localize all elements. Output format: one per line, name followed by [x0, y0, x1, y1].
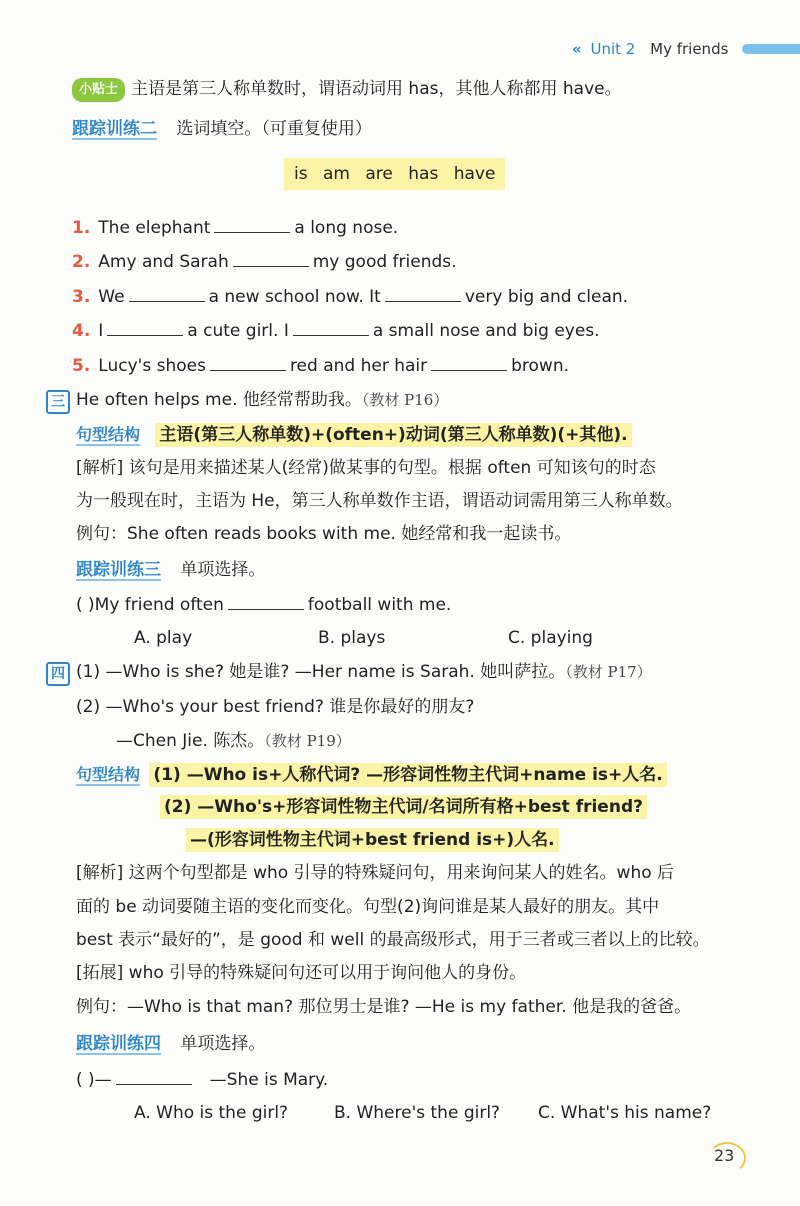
exercise3-option-a[interactable]: A. play	[134, 628, 193, 648]
section4-structure-3	[186, 829, 559, 851]
exercise2-item-4	[72, 319, 600, 342]
page-number-text: 23	[714, 1146, 735, 1165]
exercise2-item-3	[72, 285, 628, 308]
analysis-label: [解析]	[76, 458, 124, 478]
item-number: 5.	[72, 356, 91, 376]
extension-text: who 引导的特殊疑问句还可以用于询问他人的身份。	[128, 963, 527, 983]
exercise4-option-a[interactable]: A. Who is the girl?	[134, 1103, 289, 1123]
section3-heading	[46, 389, 448, 414]
key-sentence: —Chen Jie. 陈杰。	[116, 731, 265, 751]
unit-label: Unit 2	[590, 40, 636, 58]
textbook-source: （教材 P16）	[361, 391, 449, 409]
item-text: a small nose and big eyes.	[372, 321, 600, 341]
structure-formula: (1) —Who is+人称代词? —形容词性物主代词+name is+人名.	[149, 763, 666, 787]
analysis-text: 为一般现在时，主语为 He，第三人称单数作主语，谓语动词需用第三人称单数。	[76, 491, 683, 511]
exercise2-heading	[72, 118, 372, 140]
extension-label: [拓展]	[76, 963, 124, 983]
item-text: The elephant	[98, 218, 211, 238]
answer-blank[interactable]	[385, 285, 461, 302]
item-text: a new school now. It	[208, 287, 381, 307]
section3-analysis-1	[76, 457, 656, 479]
question-text: My friend often	[94, 595, 224, 615]
structure-tag: 句型结构	[76, 765, 141, 784]
answer-blank[interactable]	[233, 250, 309, 267]
section-marker-four: 四	[46, 662, 70, 686]
item-text: my good friends.	[312, 252, 457, 272]
section4-analysis-3	[76, 929, 710, 951]
section3-analysis-2	[76, 490, 683, 512]
exercise3-tag: 跟踪训练三	[76, 560, 161, 580]
exercise4-option-b[interactable]: B. Where's the girl?	[334, 1103, 501, 1123]
exercise3-option-c[interactable]: C. playing	[508, 628, 593, 648]
exercise2-item-2	[72, 250, 457, 273]
item-text: a long nose.	[294, 218, 399, 238]
item-number: 4.	[72, 321, 91, 341]
exercise3-heading	[76, 559, 265, 581]
section-marker-three: 三	[46, 390, 70, 414]
exercise4-tag: 跟踪训练四	[76, 1034, 161, 1054]
section4-extension	[76, 962, 526, 984]
answer-blank[interactable]	[210, 354, 286, 371]
structure-formula: 主语(第三人称单数)+(often+)动词(第三人称单数)(+其他).	[155, 423, 631, 447]
item-text: a cute girl. I	[187, 321, 289, 341]
textbook-source: （教材 P17）	[565, 663, 652, 681]
exercise2-tag: 跟踪训练二	[72, 119, 157, 139]
exercise4-heading	[76, 1033, 265, 1055]
exercise3-instruction: 单项选择。	[180, 560, 266, 580]
question-text: —She is Mary.	[209, 1070, 329, 1090]
header-bar	[742, 44, 800, 54]
section3-structure	[76, 424, 632, 446]
answer-blank[interactable]	[214, 216, 290, 233]
answer-blank[interactable]	[431, 354, 507, 371]
structure-formula: —(形容词性物主代词+best friend is+)人名.	[186, 828, 559, 852]
exercise2-item-5	[72, 354, 569, 377]
question-text: —	[94, 1070, 112, 1090]
exercise2-instruction: 选词填空。（可重复使用）	[176, 119, 372, 139]
exercise2-item-1	[72, 216, 398, 239]
question-text: football with me.	[307, 595, 452, 615]
exercise4-question	[76, 1068, 328, 1091]
unit-title: My friends	[650, 40, 729, 58]
section4-structure-1	[76, 764, 667, 786]
section4-line-1	[46, 661, 652, 686]
item-text: very big and clean.	[464, 287, 629, 307]
textbook-source: （教材 P19）	[264, 732, 351, 750]
key-sentence: He often helps me. 他经常帮助我。	[76, 390, 362, 410]
section4-line-2	[76, 696, 474, 718]
item-text: Lucy's shoes	[98, 356, 206, 376]
section4-line-3	[116, 730, 351, 752]
analysis-text: 该句是用来描述某人(经常)做某事的句型。根据 often 可知该句的时态	[128, 458, 656, 478]
answer-blank[interactable]	[107, 319, 183, 336]
tip-line	[72, 78, 622, 102]
answer-blank[interactable]	[129, 285, 205, 302]
answer-blank[interactable]	[116, 1068, 192, 1085]
section4-analysis-2	[76, 896, 659, 918]
exercise4-option-c[interactable]: C. What's his name?	[538, 1103, 712, 1123]
key-sentence: (1) —Who is she? 她是谁? —Her name is Sarah. 她叫萨拉。	[76, 662, 566, 682]
answer-paren[interactable]: ( )	[76, 595, 95, 615]
item-number: 3.	[72, 287, 91, 307]
item-number: 1.	[72, 218, 91, 238]
analysis-text: best 表示“最好的”，是 good 和 well 的最高级形式，用于三者或三者以上的比较。	[76, 930, 710, 950]
item-number: 2.	[72, 252, 91, 272]
running-header	[572, 40, 728, 58]
analysis-label: [解析]	[76, 863, 124, 883]
answer-blank[interactable]	[228, 593, 304, 610]
exercise4-instruction: 单项选择。	[180, 1034, 266, 1054]
answer-blank[interactable]	[293, 319, 369, 336]
section3-example	[76, 523, 571, 545]
exercise3-option-b[interactable]: B. plays	[318, 628, 386, 648]
analysis-text: 面的 be 动词要随主语的变化而变化。句型(2)询问谁是某人最好的朋友。其中	[76, 897, 660, 917]
structure-tag: 句型结构	[76, 425, 141, 444]
section4-structure-2	[160, 796, 647, 818]
item-text: Amy and Sarah	[98, 252, 229, 272]
answer-paren[interactable]: ( )	[76, 1070, 95, 1090]
key-sentence: (2) —Who's your best friend? 谁是你最好的朋友?	[76, 697, 475, 717]
tip-badge: 小贴士	[72, 78, 125, 102]
section4-analysis-1	[76, 862, 674, 884]
item-text: I	[98, 321, 104, 341]
item-text: We	[98, 287, 125, 307]
page-number-arc-icon	[708, 1142, 746, 1174]
exercise3-question	[76, 593, 451, 616]
example-sentence: 例句：—Who is that man? 那位男士是谁? —He is my father. 他是我的爸爸。	[76, 997, 692, 1017]
double-chevron-icon: «	[572, 40, 582, 58]
word-bank: is am are has have	[284, 158, 505, 190]
item-text: red and her hair	[289, 356, 428, 376]
section4-example	[76, 996, 691, 1018]
analysis-text: 这两个句型都是 who 引导的特殊疑问句，用来询问某人的姓名。who 后	[128, 863, 675, 883]
item-text: brown.	[511, 356, 570, 376]
structure-formula: (2) —Who's+形容词性物主代词/名词所有格+best friend?	[160, 795, 647, 819]
tip-text: 主语是第三人称单数时，谓语动词用 has，其他人称都用 have。	[131, 79, 622, 99]
example-sentence: 例句：She often reads books with me. 她经常和我一起读书。	[76, 524, 572, 544]
